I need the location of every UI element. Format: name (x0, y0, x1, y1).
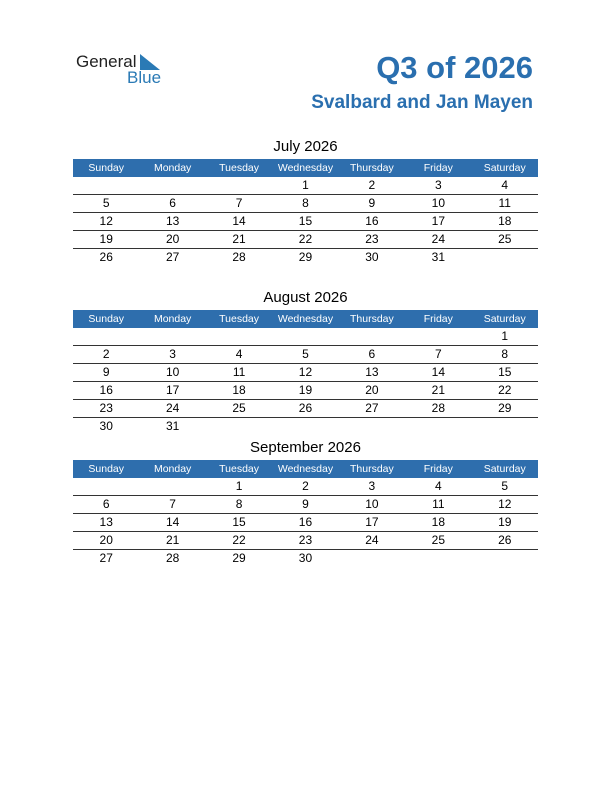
week-row (73, 496, 538, 514)
week-row (73, 177, 538, 195)
day-cell: 30 (298, 551, 313, 565)
day-cell: 4 (501, 178, 509, 192)
weekday-header-row (73, 460, 538, 478)
day-cell: 25 (498, 232, 512, 246)
week-row (73, 231, 538, 249)
day-cell: 30 (99, 419, 113, 433)
day-cell: 19 (99, 232, 113, 246)
day-cell (139, 177, 205, 194)
day-cell: 28 (165, 551, 180, 565)
week-row (73, 418, 538, 435)
weekday-label: Tuesday (219, 313, 259, 325)
day-cell: 20 (165, 232, 180, 246)
day-cell (405, 550, 471, 567)
day-cell: 18 (232, 383, 246, 397)
day-cell: 14 (232, 214, 246, 228)
day-cell: 12 (99, 214, 113, 228)
weekday-label: Wednesday (277, 162, 334, 174)
day-cell (405, 328, 471, 345)
weekday-label: Thursday (350, 463, 394, 475)
day-cell: 8 (501, 347, 509, 361)
week-row (73, 364, 538, 382)
day-cell: 14 (431, 365, 445, 379)
day-cell: 23 (365, 232, 379, 246)
day-cell: 15 (498, 365, 512, 379)
month-title: August 2026 (263, 289, 348, 306)
week-row (73, 478, 538, 496)
week-row (73, 382, 538, 400)
day-cell: 2 (368, 178, 376, 192)
day-cell: 12 (298, 365, 313, 379)
day-cell: 1 (235, 479, 243, 493)
day-cell (73, 177, 139, 194)
day-cell: 3 (169, 347, 176, 361)
day-cell: 22 (298, 232, 313, 246)
day-cell: 26 (498, 533, 512, 547)
day-cell: 5 (501, 479, 509, 493)
weekday-label: Thursday (350, 313, 394, 325)
day-cell: 27 (99, 551, 113, 565)
day-cell: 2 (302, 479, 309, 493)
week-row (73, 213, 538, 231)
day-cell: 1 (501, 329, 509, 343)
day-cell (73, 478, 139, 495)
month-calendar-august (73, 287, 538, 435)
day-cell: 19 (298, 383, 313, 397)
day-cell: 14 (165, 515, 180, 529)
day-cell: 27 (165, 250, 180, 264)
week-row (73, 400, 538, 418)
week-row (73, 328, 538, 346)
day-cell (339, 328, 405, 345)
day-cell (339, 550, 405, 567)
day-cell: 13 (365, 365, 379, 379)
day-cell: 11 (432, 497, 445, 511)
day-cell: 11 (232, 365, 246, 379)
weekday-label: Friday (423, 463, 453, 475)
month-title: September 2026 (250, 439, 361, 456)
day-cell: 29 (498, 401, 512, 415)
day-cell: 16 (99, 383, 113, 397)
day-cell: 22 (498, 383, 512, 397)
month-calendar-july (73, 136, 538, 266)
logo-text-blue: Blue (127, 68, 162, 87)
day-cell: 1 (302, 178, 309, 192)
day-cell: 9 (302, 497, 309, 511)
weekday-header-row (73, 310, 538, 328)
day-cell: 31 (165, 419, 180, 433)
day-cell: 2 (102, 347, 110, 361)
day-cell: 16 (365, 214, 379, 228)
day-cell: 3 (434, 178, 442, 192)
weekday-label: Wednesday (277, 463, 334, 475)
weekday-label: Sunday (88, 162, 125, 174)
day-cell: 10 (431, 196, 445, 210)
day-cell: 5 (102, 196, 110, 210)
week-row (73, 514, 538, 532)
day-cell: 8 (235, 497, 243, 511)
day-cell: 17 (165, 383, 180, 397)
day-cell (206, 418, 272, 435)
day-cell: 23 (298, 533, 313, 547)
weekday-label: Friday (423, 162, 453, 174)
day-cell: 5 (302, 347, 309, 361)
day-cell: 15 (298, 214, 313, 228)
week-row (73, 550, 538, 567)
week-row (73, 532, 538, 550)
logo (76, 52, 186, 92)
weekday-label: Thursday (350, 162, 394, 174)
day-cell: 21 (431, 383, 445, 397)
weekday-label: Monday (153, 162, 192, 174)
day-cell (206, 177, 272, 194)
weekday-label: Saturday (483, 463, 526, 475)
day-cell: 27 (365, 401, 379, 415)
day-cell: 13 (99, 515, 113, 529)
day-cell: 7 (434, 347, 442, 361)
month-title: July 2026 (273, 138, 338, 155)
weekday-header-row (73, 159, 538, 177)
day-cell: 10 (165, 365, 180, 379)
week-row (73, 195, 538, 213)
day-cell: 4 (235, 347, 243, 361)
day-cell: 22 (232, 533, 246, 547)
weekday-label: Sunday (88, 463, 125, 475)
day-cell: 24 (431, 232, 445, 246)
day-cell: 17 (431, 214, 445, 228)
day-cell: 23 (99, 401, 113, 415)
logo-text-general: General (76, 52, 137, 71)
month-calendar-september (73, 437, 538, 567)
day-cell (272, 328, 338, 345)
day-cell: 16 (298, 515, 313, 529)
day-cell: 18 (498, 214, 512, 228)
day-cell (339, 418, 405, 435)
page-title: Q3 of 2026 (376, 50, 533, 85)
day-cell (405, 418, 471, 435)
day-cell: 9 (102, 365, 110, 379)
day-cell: 9 (368, 196, 376, 210)
day-cell: 29 (298, 250, 313, 264)
weekday-label: Sunday (88, 313, 125, 325)
day-cell (472, 418, 538, 435)
day-cell: 15 (232, 515, 246, 529)
day-cell (472, 550, 538, 567)
day-cell: 6 (368, 347, 376, 361)
weekday-label: Friday (423, 313, 453, 325)
day-cell (472, 249, 538, 266)
weekday-label: Saturday (483, 162, 526, 174)
day-cell: 26 (99, 250, 113, 264)
day-cell: 29 (232, 551, 246, 565)
day-cell: 6 (169, 196, 176, 210)
weekday-label: Monday (153, 313, 192, 325)
day-cell: 10 (365, 497, 379, 511)
day-cell (139, 328, 205, 345)
day-cell: 26 (298, 401, 313, 415)
day-cell: 11 (498, 196, 511, 210)
day-cell: 25 (431, 533, 445, 547)
day-cell: 24 (365, 533, 379, 547)
weekday-label: Tuesday (219, 463, 259, 475)
day-cell: 30 (365, 250, 379, 264)
page-subtitle: Svalbard and Jan Mayen (311, 92, 533, 113)
day-cell: 25 (232, 401, 246, 415)
week-row (73, 346, 538, 364)
day-cell: 7 (169, 497, 176, 511)
day-cell: 13 (165, 214, 180, 228)
day-cell: 8 (302, 196, 309, 210)
day-cell: 20 (99, 533, 113, 547)
day-cell: 28 (431, 401, 445, 415)
day-cell: 7 (235, 196, 243, 210)
day-cell: 24 (165, 401, 180, 415)
day-cell (206, 328, 272, 345)
day-cell: 28 (232, 250, 246, 264)
day-cell (272, 418, 338, 435)
day-cell: 19 (498, 515, 512, 529)
weekday-label: Monday (153, 463, 192, 475)
day-cell: 17 (365, 515, 379, 529)
day-cell (139, 478, 205, 495)
weekday-label: Saturday (483, 313, 526, 325)
day-cell: 4 (434, 479, 442, 493)
day-cell: 20 (365, 383, 379, 397)
weekday-label: Wednesday (277, 313, 334, 325)
day-cell: 6 (102, 497, 110, 511)
week-row (73, 249, 538, 266)
day-cell: 12 (498, 497, 512, 511)
day-cell: 18 (431, 515, 445, 529)
day-cell: 21 (165, 533, 180, 547)
day-cell (73, 328, 139, 345)
day-cell: 21 (232, 232, 246, 246)
weekday-label: Tuesday (219, 162, 259, 174)
day-cell: 31 (431, 250, 445, 264)
day-cell: 3 (368, 479, 376, 493)
